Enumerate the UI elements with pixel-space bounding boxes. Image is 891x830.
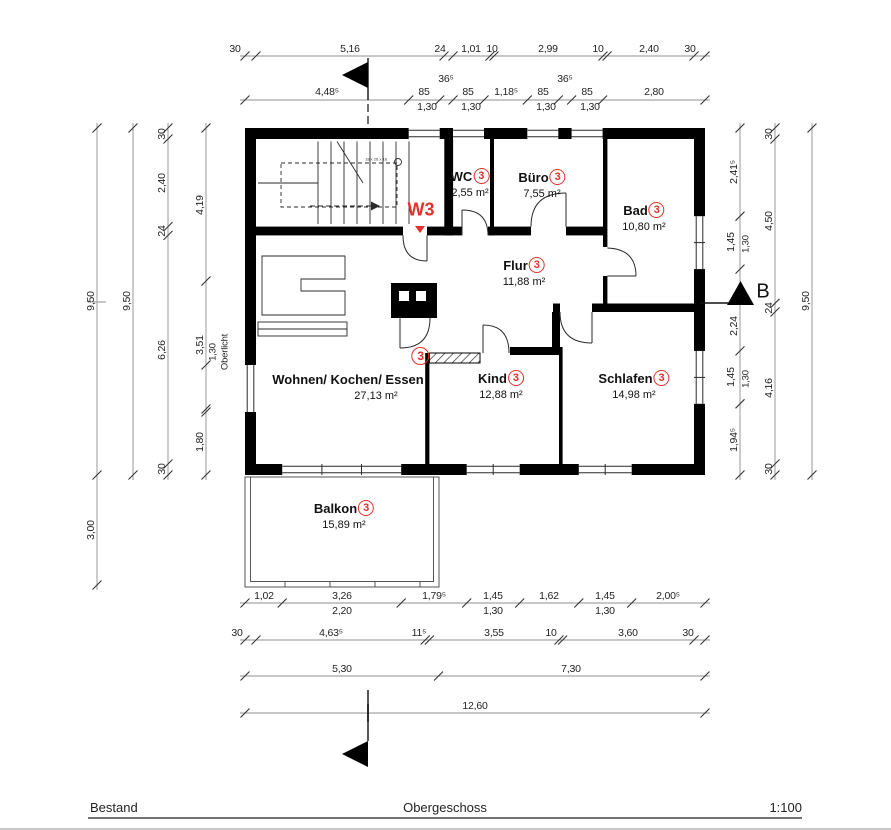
dim-label: 4,48⁵ [315,86,339,98]
section-markers [342,58,754,767]
dim-label: 5,16 [340,43,360,55]
room-label-schlafen [598,370,669,401]
dim-label: 30 [682,627,694,639]
dim-label: 30 [763,128,775,140]
dim-label: 4,50 [763,211,775,231]
dim-label: 2,40 [156,173,168,193]
room-name: Büro [518,170,549,185]
dim-label: 30 [684,43,696,55]
room-name: Balkon [313,501,358,516]
dim-label: 4,19 [194,195,206,215]
dim-label: 1,30 [740,235,752,253]
dim-label: 10 [592,43,604,55]
dim-label: 10 [545,627,557,639]
dim-label: 4,63⁵ [319,627,343,639]
dim-label: 7,30 [561,663,581,675]
dim-label: 1,30 [483,605,503,617]
dim-label: 1,30 [740,370,752,388]
dim-label: 3,00 [85,520,97,540]
room-number-badge: 3 [358,500,374,516]
dim-label: 30 [763,463,775,475]
dim-label: 1,45 [725,367,737,387]
dim-label: 85 [462,86,474,98]
oberlicht-label: Oberlicht [219,333,231,371]
room-label-kind [478,370,524,401]
staircase [258,142,409,225]
footer-status: Bestand [90,800,138,815]
dim-label: 2,41⁵ [728,160,740,184]
room-area: 12,88 m² [479,389,523,401]
dim-label: 24 [763,302,775,314]
dim-label: 9,50 [121,291,133,311]
room-area: 11,88 m² [502,276,546,288]
room-number-badge: 3 [654,370,670,386]
dim-label: 1,62 [539,590,559,602]
dim-label: 2,99 [538,43,558,55]
dim-label: 30 [156,128,168,140]
room-label-balkon [314,500,374,531]
room-name: Kind [478,371,507,386]
balcony-railing [245,477,439,587]
dim-label: 1,18⁵ [494,86,518,98]
dim-label: 85 [537,86,549,98]
room-label-wc [451,168,490,199]
room-area: 7,55 m² [523,188,561,200]
dim-label: 24 [434,43,446,55]
dim-label: 3,51 [194,335,206,355]
room-number-badge: 3 [412,347,430,365]
dim-label: 1,02 [254,590,274,602]
dim-label: 2,00⁵ [656,590,680,602]
room-area: 10,80 m² [622,221,666,233]
room-name: Flur [503,258,528,273]
room-number-badge: 3 [649,202,665,218]
room-label-bad [622,202,665,233]
room-area: 15,89 m² [322,519,366,531]
dim-label: 2,20 [332,605,352,617]
dim-label: 10 [486,43,498,55]
room-number-badge: 3 [550,169,566,185]
dim-label: 9,50 [85,291,97,311]
dim-label: 1,30 [595,605,615,617]
dim-label: 3,60 [618,627,638,639]
dim-label: 9,50 [800,291,812,311]
dim-label: 6,26 [156,340,168,360]
room-name: Wohnen/ Kochen/ Essen [272,372,424,387]
section-arrow-b [727,281,754,305]
section-label-b: B [756,280,770,303]
room-name: WC [450,169,473,184]
dim-label: 1,79⁵ [422,590,446,602]
dim-label: 1,94⁵ [728,428,740,452]
dim-label: 12,60 [462,700,488,712]
stair-note: 18 x 26 x 18 [365,156,387,162]
room-area: 27,13 m² [354,390,398,402]
dim-label: 1,30 [580,101,600,113]
dim-label: 4,16 [763,378,775,398]
dim-label: 1,01 [461,43,481,55]
apartment-label: W3 [407,199,435,220]
room-label-buero [518,169,565,200]
dim-label: 30 [229,43,241,55]
dimension-ticks [93,52,817,718]
dim-label: 3,26 [332,590,352,602]
dim-label: 11⁵ [411,627,427,639]
room-area: 2,55 m² [451,187,489,199]
dim-label: 1,45 [595,590,615,602]
dim-label: 1,30 [536,101,556,113]
dim-label: 85 [418,86,430,98]
room-label-flur [503,257,546,288]
entrance-arrow-icon [415,226,425,233]
room-label-wohnen [272,349,425,402]
dim-label: 1,45 [725,232,737,252]
kitchen-counter [258,256,347,336]
dim-label: 1,80 [194,432,206,452]
footer-title: Obergeschoss [403,800,487,815]
dim-label: 30 [231,627,243,639]
dim-label: 24 [156,225,168,237]
dim-label: 36⁵ [557,73,573,85]
section-arrow-bottom [342,741,368,767]
footer-rules [0,818,891,830]
dim-label: 30 [156,463,168,475]
dim-label: 1,30 [207,343,219,361]
dim-label: 2,24 [728,316,740,336]
dim-label: 1,45 [483,590,503,602]
room-name: Schlafen [598,371,653,386]
dim-label: 2,80 [644,86,664,98]
dim-label: 1,30 [461,101,481,113]
room-name: Bad [623,203,648,218]
dim-label: 1,30 [417,101,437,113]
dim-label: 85 [581,86,593,98]
dim-label: 2,40 [639,43,659,55]
room-area: 14,98 m² [612,389,656,401]
dim-label: 3,55 [484,627,504,639]
room-number-badge: 3 [473,168,489,184]
dim-label: 36⁵ [438,73,454,85]
hatched-wall [429,353,480,363]
room-number-badge: 3 [508,370,524,386]
section-arrow-top [342,62,368,88]
footer-scale: 1:100 [769,800,802,815]
dim-label: 5,30 [332,663,352,675]
room-number-badge: 3 [529,257,545,273]
